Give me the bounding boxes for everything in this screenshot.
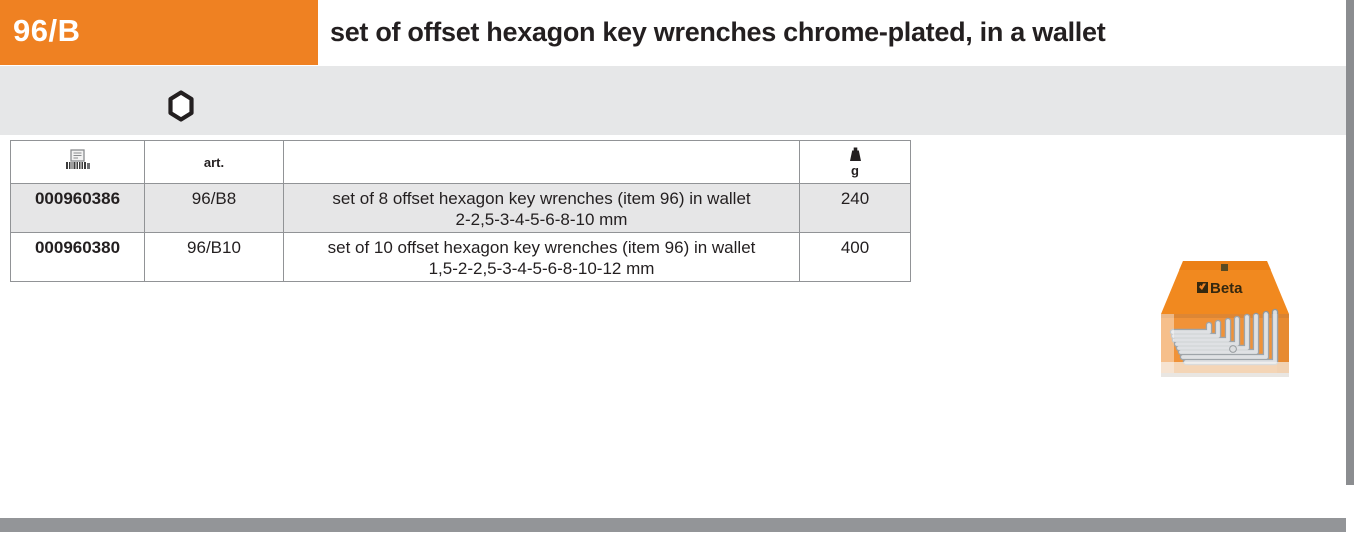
product-photo-wallet bbox=[1153, 256, 1297, 384]
product-spec-table bbox=[10, 140, 911, 282]
item-code: 96/B bbox=[13, 13, 81, 48]
row-code: 000960386 bbox=[11, 184, 145, 233]
barcode-icon bbox=[64, 148, 92, 172]
description-column-header bbox=[284, 141, 800, 184]
row-art: 96/B10 bbox=[145, 233, 284, 282]
barcode-column-header bbox=[11, 141, 145, 184]
page-edge-strip bbox=[1346, 0, 1354, 485]
art-column-header bbox=[145, 141, 284, 184]
table-row bbox=[11, 233, 911, 282]
page-title: set of offset hexagon key wrenches chrome-plated, in a wallet bbox=[330, 16, 1106, 47]
row-weight: 240 bbox=[800, 184, 911, 233]
art-header-label: art. bbox=[203, 155, 225, 170]
row-description-line2: 2-2,5-3-4-5-6-8-10 mm bbox=[455, 210, 628, 229]
item-code-banner bbox=[0, 0, 318, 65]
brand-logo-text: Beta bbox=[1210, 280, 1243, 297]
table-header-row bbox=[11, 141, 911, 184]
row-description-line1: set of 8 offset hexagon key wrenches (item 96) in wallet bbox=[332, 189, 751, 208]
pictogram-band bbox=[0, 66, 1346, 135]
row-code: 000960380 bbox=[11, 233, 145, 282]
row-art: 96/B8 bbox=[145, 184, 284, 233]
row-description-line1: set of 10 offset hexagon key wrenches (item 96) in wallet bbox=[327, 238, 756, 257]
table-row bbox=[11, 184, 911, 233]
weight-column-header bbox=[800, 141, 911, 184]
row-description bbox=[284, 233, 800, 282]
hexagon-outline-icon bbox=[168, 90, 194, 122]
row-description bbox=[284, 184, 800, 233]
row-weight: 400 bbox=[800, 233, 911, 282]
footer-divider-bar bbox=[0, 518, 1346, 532]
weight-unit-label: g bbox=[851, 163, 859, 178]
row-description-line2: 1,5-2-2,5-3-4-5-6-8-10-12 mm bbox=[428, 259, 655, 278]
weight-icon bbox=[849, 147, 862, 162]
